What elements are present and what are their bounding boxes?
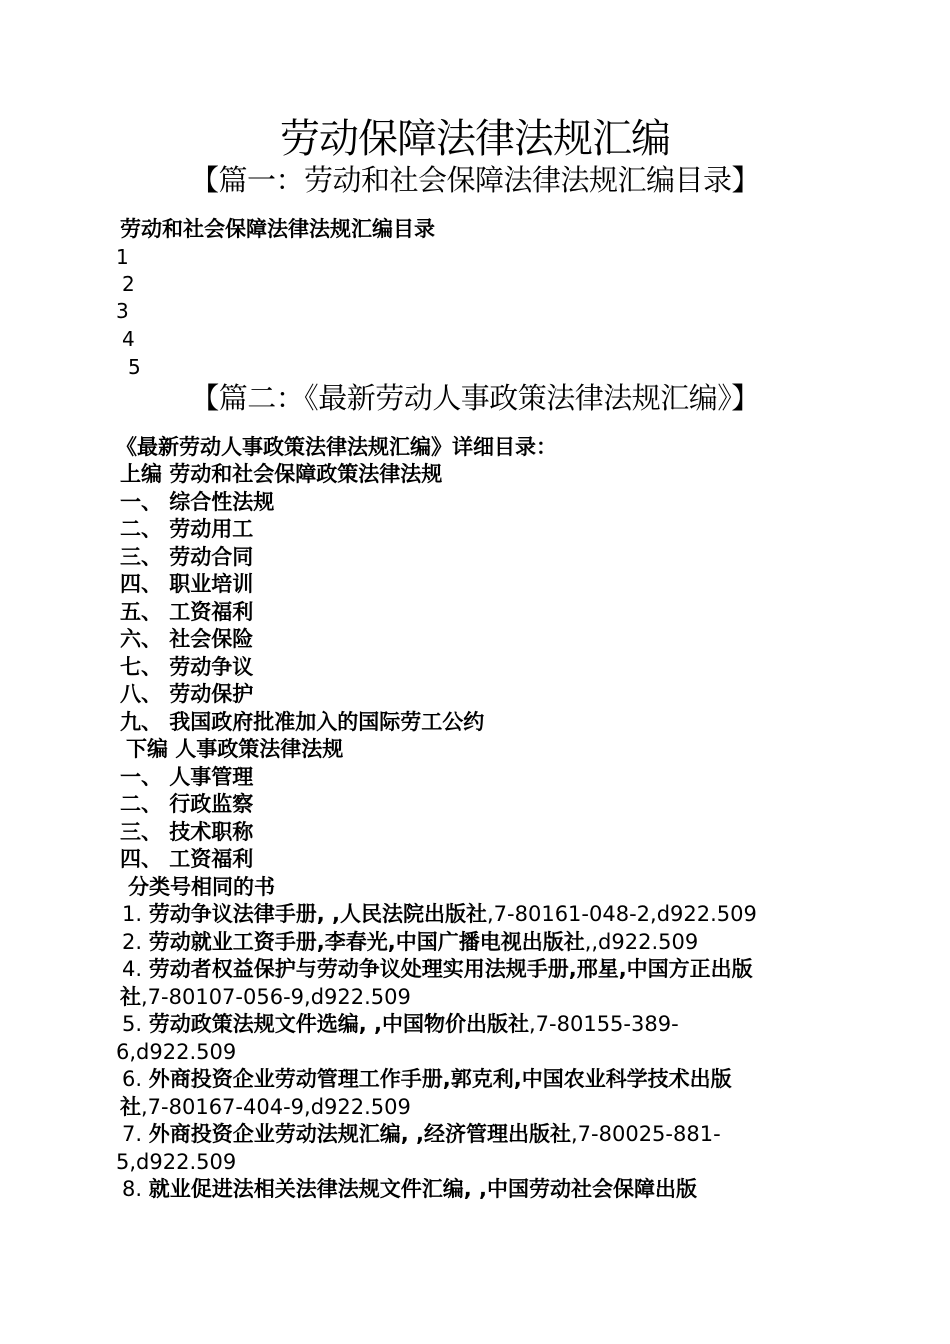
book-text: 劳动就业工资手册,李春光,中国广播电视出版社 [148, 930, 585, 954]
book-number: 4. [122, 957, 143, 981]
book-entry [122, 1121, 721, 1148]
book-entry [122, 1066, 732, 1093]
part1-item: 六、 社会保险 [120, 627, 254, 651]
book-text: 劳动争议法律手册, ,人民法院出版社 [148, 902, 487, 926]
part2-item: 一、 人事管理 [120, 765, 254, 789]
book-code: ,7-80161-048-2,d922.509 [487, 902, 757, 926]
book-code: ,7-80025-881- [571, 1122, 721, 1146]
section2-toc-title: 《最新劳动人事政策法律法规汇编》详细目录： [116, 435, 557, 459]
toc-number: 3 [116, 299, 129, 323]
book-text: 社 [120, 985, 141, 1009]
section1-toc-title: 劳动和社会保障法律法规汇编目录 [120, 217, 435, 241]
part2-title: 下编 人事政策法律法规 [126, 737, 344, 761]
book-number: 1. [122, 902, 143, 926]
book-code: ,,d922.509 [584, 930, 699, 954]
book-entry [122, 901, 757, 928]
book-number: 2. [122, 930, 143, 954]
book-entry [122, 956, 753, 983]
book-text: 外商投资企业劳动法规汇编, ,经济管理出版社 [148, 1122, 571, 1146]
section1-heading: 【篇一：劳动和社会保障法律法规汇编目录】 [189, 163, 760, 197]
book-code: ,7-80167-404-9,d922.509 [141, 1095, 411, 1119]
section2-heading: 【篇二：《最新劳动人事政策法律法规汇编》】 [190, 381, 760, 415]
book-code: ,7-80155-389- [529, 1012, 679, 1036]
book-entry [122, 1176, 697, 1203]
book-code: 6,d922.509 [116, 1040, 237, 1064]
book-text: 劳动政策法规文件选编, ,中国物价出版社 [148, 1012, 529, 1036]
book-number: 7. [122, 1122, 143, 1146]
part1-item: 二、 劳动用工 [120, 517, 254, 541]
book-entry [122, 929, 698, 956]
book-entry-continued [116, 1039, 236, 1066]
part1-item: 八、 劳动保护 [120, 682, 254, 706]
book-entry-continued [120, 984, 411, 1011]
toc-number: 1 [116, 245, 129, 269]
book-code: 5,d922.509 [116, 1150, 237, 1174]
part2-item: 四、 工资福利 [120, 847, 254, 871]
part2-item: 二、 行政监察 [120, 792, 254, 816]
book-text: 就业促进法相关法律法规文件汇编, ,中国劳动社会保障出版 [148, 1177, 697, 1201]
part2-item: 三、 技术职称 [120, 820, 254, 844]
toc-number: 5 [128, 355, 141, 379]
book-text: 劳动者权益保护与劳动争议处理实用法规手册,邢星,中国方正出版 [148, 957, 753, 981]
document-title: 劳动保障法律法规汇编 [280, 116, 670, 162]
part1-item: 四、 职业培训 [120, 572, 254, 596]
toc-number: 4 [122, 327, 135, 351]
book-code: ,7-80107-056-9,d922.509 [141, 985, 411, 1009]
toc-number: 2 [122, 272, 135, 296]
book-number: 5. [122, 1012, 143, 1036]
book-entry [122, 1011, 679, 1038]
book-entry-continued [116, 1149, 236, 1176]
book-entry-continued [120, 1094, 411, 1121]
part1-item: 九、 我国政府批准加入的国际劳工公约 [120, 710, 485, 734]
part1-item: 七、 劳动争议 [120, 655, 254, 679]
books-title: 分类号相同的书 [128, 875, 275, 899]
part1-item: 一、 综合性法规 [120, 490, 275, 514]
part1-item: 五、 工资福利 [120, 600, 254, 624]
book-number: 6. [122, 1067, 143, 1091]
book-text: 社 [120, 1095, 141, 1119]
book-text: 外商投资企业劳动管理工作手册,郭克利,中国农业科学技术出版 [148, 1067, 732, 1091]
part1-item: 三、 劳动合同 [120, 545, 254, 569]
part1-title: 上编 劳动和社会保障政策法律法规 [120, 462, 443, 486]
book-number: 8. [122, 1177, 143, 1201]
